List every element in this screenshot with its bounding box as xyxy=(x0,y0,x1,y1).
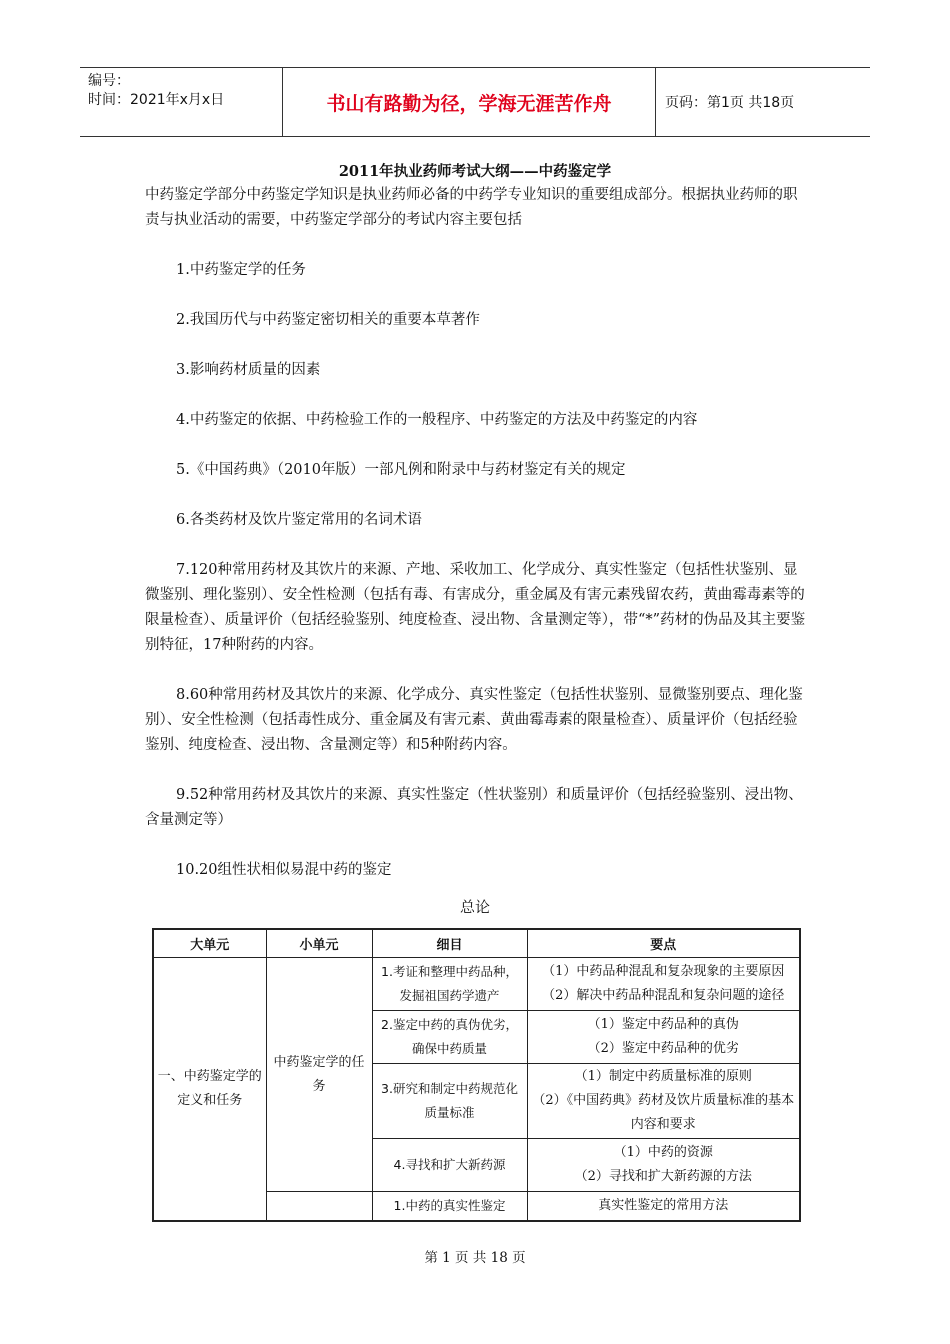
column-header: 细目 xyxy=(372,929,527,958)
points-cell xyxy=(527,1011,800,1064)
header-motto: 书山有路勤为径，学海无涯苦作舟 xyxy=(282,68,656,136)
points-cell xyxy=(527,958,800,1011)
outline-item: 8.60种常用药材及其饮片的来源、化学成分、真实性鉴定（包括性状鉴别、显微鉴别要点、理化鉴别）、安全性检测（包括毒性成分、重金属及有害元素、黄曲霉毒素的限量检查）、质量评价（包括经验鉴别、纯度检查、浸出物、含量测定等）和5种附药内容。 xyxy=(145,687,803,753)
point-text: （1）制定中药质量标准的原则 xyxy=(574,1069,752,1084)
header-meta xyxy=(80,68,282,136)
header-page-info: 页码：第1页 共18页 xyxy=(665,95,795,111)
table-row xyxy=(153,958,800,1011)
document-number-label: 编号： xyxy=(88,73,130,89)
detail-cell: 3.研究和制定中药规范化质量标准 xyxy=(372,1064,527,1139)
point-text: （2）寻找和扩大新药源的方法 xyxy=(574,1169,752,1184)
detail-cell: 2.鉴定中药的真伪优劣，确保中药质量 xyxy=(372,1011,527,1064)
outline-item: 3.影响药材质量的因素 xyxy=(176,362,321,378)
outline-item: 4.中药鉴定的依据、中药检验工作的一般程序、中药鉴定的方法及中药鉴定的内容 xyxy=(176,412,698,428)
point-text: （2）《中国药典》药材及饮片质量标准的基本内容和要求 xyxy=(532,1093,795,1132)
syllabus-table xyxy=(152,928,801,1222)
section-title: 总论 xyxy=(459,898,490,916)
point-text: （1）中药品种混乱和复杂现象的主要原因 xyxy=(542,964,785,979)
document-body xyxy=(145,183,810,883)
table-header-row xyxy=(153,929,800,958)
detail-cell: 1.考证和整理中药品种，发掘祖国药学遗产 xyxy=(372,958,527,1011)
column-header: 大单元 xyxy=(153,929,266,958)
points-cell xyxy=(527,1139,800,1192)
subunit-cell-empty xyxy=(266,1192,372,1222)
page-header xyxy=(80,67,870,137)
points-cell xyxy=(527,1192,800,1222)
point-text: （1）鉴定中药品种的真伪 xyxy=(587,1017,739,1032)
column-header: 要点 xyxy=(527,929,800,958)
column-header: 小单元 xyxy=(266,929,372,958)
detail-cell: 4.寻找和扩大新药源 xyxy=(372,1139,527,1192)
point-text: （1）中药的资源 xyxy=(613,1145,713,1160)
unit-cell: 一、中药鉴定学的定义和任务 xyxy=(153,958,266,1222)
outline-item: 5.《中国药典》（2010年版）一部凡例和附录中与药材鉴定有关的规定 xyxy=(176,462,626,478)
document-title: 2011年执业药师考试大纲——中药鉴定学 xyxy=(338,163,612,180)
intro-paragraph: 中药鉴定学部分中药鉴定学知识是执业药师必备的中药学专业知识的重要组成部分。根据执业药师的职责与执业活动的需要，中药鉴定学部分的考试内容主要包括 xyxy=(145,187,798,228)
page-footer: 第 1 页 共 18 页 xyxy=(424,1250,526,1266)
outline-item: 10.20组性状相似易混中药的鉴定 xyxy=(176,862,392,878)
outline-item: 9.52种常用药材及其饮片的来源、真实性鉴定（性状鉴别）和质量评价（包括经验鉴别、浸出物、含量测定等） xyxy=(145,787,803,828)
outline-item: 6.各类药材及饮片鉴定常用的名词术语 xyxy=(176,512,422,528)
document-date: 时间：2021年x月x日 xyxy=(88,92,225,108)
outline-item: 1.中药鉴定学的任务 xyxy=(176,262,306,278)
point-text: 真实性鉴定的常用方法 xyxy=(598,1198,729,1213)
detail-cell: 1.中药的真实性鉴定 xyxy=(372,1192,527,1222)
subunit-cell: 中药鉴定学的任务 xyxy=(266,958,372,1192)
outline-item: 2.我国历代与中药鉴定密切相关的重要本草著作 xyxy=(176,312,480,328)
outline-item: 7.120种常用药材及其饮片的来源、产地、采收加工、化学成分、真实性鉴定（包括性状鉴别、显微鉴别、理化鉴别）、安全性检测（包括有毒、有害成分，重金属及有害元素残留农药，黄曲霉毒素等的限量检查）、质量评价（包括经验鉴别、纯度检查、浸出物、含量测定等），带“*”药材的伪品及其主要鉴别特征，17种附药的内容。 xyxy=(145,562,806,653)
points-cell xyxy=(527,1064,800,1139)
point-text: （2）解决中药品种混乱和复杂问题的途径 xyxy=(542,988,785,1003)
point-text: （2）鉴定中药品种的优劣 xyxy=(587,1041,739,1056)
